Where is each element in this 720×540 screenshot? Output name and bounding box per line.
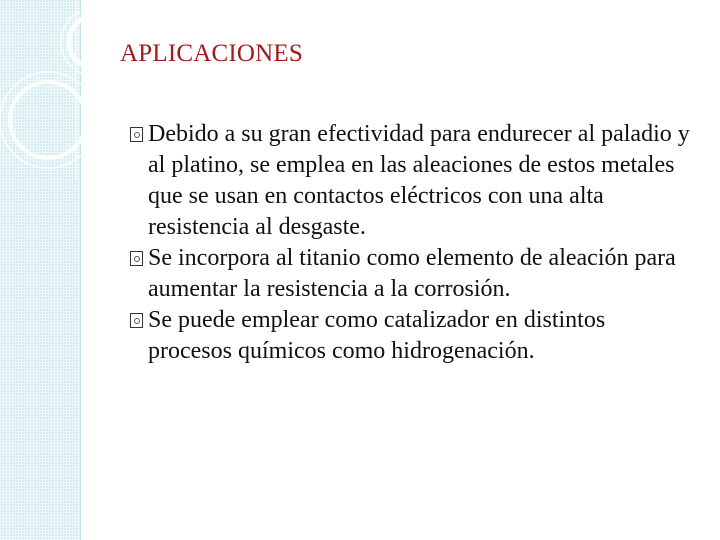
decorative-circle bbox=[10, 82, 86, 158]
square-bullet-icon bbox=[130, 313, 143, 328]
decorative-circles bbox=[0, 0, 120, 180]
bullet-text: Se incorpora al titanio como elemento de aleación para aumentar la resistencia a la corrosión. bbox=[148, 245, 676, 302]
list-item bbox=[130, 305, 690, 367]
square-bullet-icon bbox=[130, 127, 143, 142]
square-bullet-icon bbox=[130, 251, 143, 266]
bullet-text: Debido a su gran efectividad para endurecer al paladio y al platino, se emplea en las aleaciones de estos metales que se usan en contactos eléctricos con una alta resistencia al desgaste. bbox=[148, 121, 690, 240]
bullet-list bbox=[130, 119, 690, 367]
list-item bbox=[130, 243, 690, 305]
bullet-text: Se puede emplear como catalizador en distintos procesos químicos como hidrogenación. bbox=[148, 307, 606, 364]
slide-title: APLICACIONES bbox=[120, 40, 303, 67]
decorative-circle bbox=[0, 72, 96, 168]
list-item bbox=[130, 119, 690, 243]
